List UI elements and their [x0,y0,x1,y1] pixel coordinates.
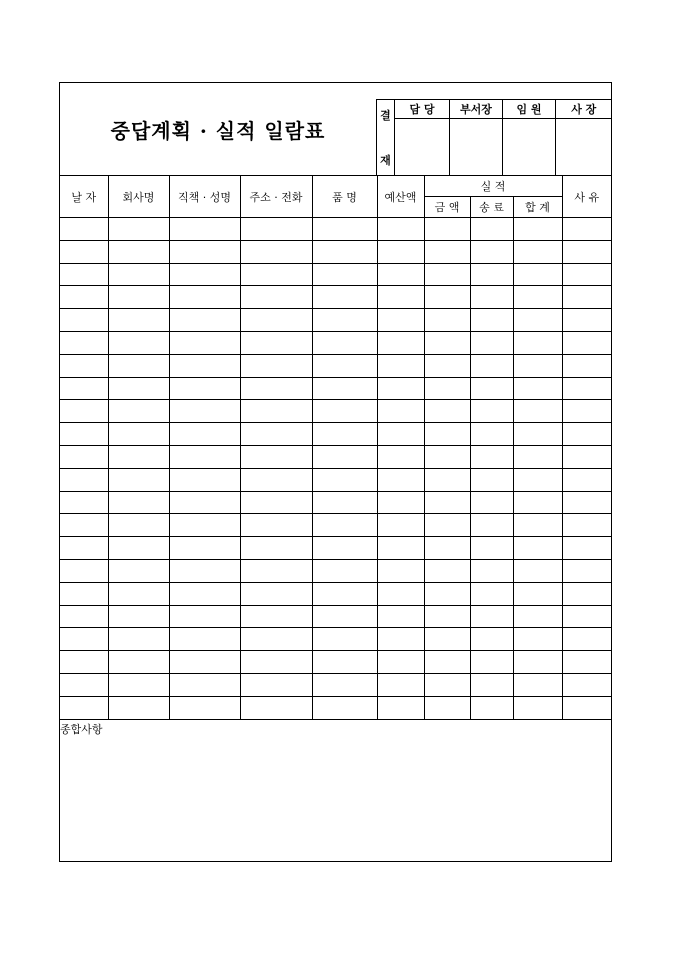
cell-budget[interactable] [377,377,424,400]
cell-position-name[interactable] [169,514,240,537]
cell-amount[interactable] [424,582,470,605]
cell-company[interactable] [108,218,169,241]
cell-budget[interactable] [377,514,424,537]
header-total: 합 계 [513,197,562,218]
header-address-phone: 주소 · 전화 [240,176,312,218]
cell-amount[interactable] [424,628,470,651]
cell-position-name[interactable] [169,673,240,696]
cell-company[interactable] [108,445,169,468]
cell-item[interactable] [312,309,377,332]
approval-role-president: 사 장 [556,100,612,119]
cell-position-name[interactable] [169,354,240,377]
cell-shipping[interactable] [470,559,513,582]
cell-shipping[interactable] [470,468,513,491]
cell-amount[interactable] [424,651,470,674]
approval-role-manager: 담 당 [395,100,450,119]
cell-total[interactable] [513,605,562,628]
cell-address-phone[interactable] [240,400,312,423]
cell-date[interactable] [60,309,108,332]
cell-date[interactable] [60,696,108,719]
cell-reason[interactable] [562,491,611,514]
cell-shipping[interactable] [470,491,513,514]
cell-budget[interactable] [377,240,424,263]
cell-item[interactable] [312,537,377,560]
table-row [60,628,611,651]
cell-position-name[interactable] [169,286,240,309]
table-row [60,240,611,263]
cell-shipping[interactable] [470,218,513,241]
cell-company[interactable] [108,354,169,377]
cell-total[interactable] [513,468,562,491]
cell-address-phone[interactable] [240,377,312,400]
cell-item[interactable] [312,423,377,446]
cell-reason[interactable] [562,263,611,286]
cell-address-phone[interactable] [240,491,312,514]
header-budget: 예산액 [377,176,424,218]
cell-date[interactable] [60,491,108,514]
cell-company[interactable] [108,514,169,537]
cell-date[interactable] [60,445,108,468]
cell-date[interactable] [60,240,108,263]
cell-item[interactable] [312,445,377,468]
cell-reason[interactable] [562,445,611,468]
table-row [60,537,611,560]
cell-company[interactable] [108,582,169,605]
cell-amount[interactable] [424,400,470,423]
cell-shipping[interactable] [470,582,513,605]
cell-position-name[interactable] [169,400,240,423]
table-row [60,651,611,674]
cell-amount[interactable] [424,605,470,628]
approval-sign-president[interactable] [556,119,612,176]
cell-amount[interactable] [424,537,470,560]
cell-address-phone[interactable] [240,514,312,537]
cell-amount[interactable] [424,423,470,446]
cell-shipping[interactable] [470,377,513,400]
cell-date[interactable] [60,263,108,286]
table-row [60,218,611,241]
cell-total[interactable] [513,537,562,560]
cell-shipping[interactable] [470,286,513,309]
cell-total[interactable] [513,491,562,514]
cell-reason[interactable] [562,377,611,400]
cell-company[interactable] [108,673,169,696]
cell-amount[interactable] [424,491,470,514]
cell-budget[interactable] [377,400,424,423]
cell-company[interactable] [108,537,169,560]
cell-amount[interactable] [424,445,470,468]
cell-position-name[interactable] [169,605,240,628]
cell-budget[interactable] [377,605,424,628]
cell-total[interactable] [513,673,562,696]
cell-company[interactable] [108,605,169,628]
table-row [60,605,611,628]
cell-amount[interactable] [424,514,470,537]
cell-item[interactable] [312,354,377,377]
cell-item[interactable] [312,331,377,354]
cell-total[interactable] [513,309,562,332]
cell-address-phone[interactable] [240,696,312,719]
cell-item[interactable] [312,218,377,241]
cell-company[interactable] [108,263,169,286]
header-result: 실 적 [424,176,562,197]
cell-address-phone[interactable] [240,651,312,674]
approval-sign-manager[interactable] [395,119,450,176]
cell-reason[interactable] [562,309,611,332]
approval-role-executive: 임 원 [503,100,556,119]
table-row [60,423,611,446]
table-row [60,377,611,400]
cell-amount[interactable] [424,309,470,332]
cell-total[interactable] [513,240,562,263]
cell-address-phone[interactable] [240,218,312,241]
cell-item[interactable] [312,514,377,537]
cell-budget[interactable] [377,628,424,651]
cell-shipping[interactable] [470,673,513,696]
cell-budget[interactable] [377,491,424,514]
cell-date[interactable] [60,286,108,309]
cell-position-name[interactable] [169,651,240,674]
results-table [60,175,611,720]
results-table-body [60,218,611,720]
cell-total[interactable] [513,582,562,605]
cell-address-phone[interactable] [240,354,312,377]
cell-date[interactable] [60,468,108,491]
cell-date[interactable] [60,559,108,582]
cell-budget[interactable] [377,559,424,582]
cell-company[interactable] [108,377,169,400]
cell-position-name[interactable] [169,218,240,241]
cell-company[interactable] [108,651,169,674]
cell-date[interactable] [60,331,108,354]
cell-shipping[interactable] [470,605,513,628]
cell-item[interactable] [312,400,377,423]
cell-shipping[interactable] [470,240,513,263]
approval-sign-executive[interactable] [503,119,556,176]
cell-company[interactable] [108,309,169,332]
table-row [60,559,611,582]
cell-item[interactable] [312,263,377,286]
cell-reason[interactable] [562,605,611,628]
cell-total[interactable] [513,423,562,446]
cell-item[interactable] [312,286,377,309]
cell-item[interactable] [312,559,377,582]
cell-date[interactable] [60,605,108,628]
cell-reason[interactable] [562,673,611,696]
cell-budget[interactable] [377,582,424,605]
cell-position-name[interactable] [169,263,240,286]
cell-company[interactable] [108,400,169,423]
cell-shipping[interactable] [470,651,513,674]
cell-shipping[interactable] [470,400,513,423]
cell-date[interactable] [60,628,108,651]
cell-address-phone[interactable] [240,423,312,446]
cell-reason[interactable] [562,537,611,560]
cell-reason[interactable] [562,423,611,446]
cell-reason[interactable] [562,286,611,309]
table-row [60,468,611,491]
table-row [60,354,611,377]
cell-total[interactable] [513,331,562,354]
cell-total[interactable] [513,651,562,674]
cell-total[interactable] [513,559,562,582]
approval-sign-dept-head[interactable] [450,119,503,176]
cell-item[interactable] [312,696,377,719]
cell-amount[interactable] [424,218,470,241]
cell-budget[interactable] [377,468,424,491]
cell-company[interactable] [108,491,169,514]
cell-address-phone[interactable] [240,286,312,309]
cell-budget[interactable] [377,445,424,468]
approval-label-bottom: 재 [380,153,391,167]
cell-shipping[interactable] [470,696,513,719]
cell-total[interactable] [513,400,562,423]
cell-amount[interactable] [424,673,470,696]
cell-total[interactable] [513,218,562,241]
table-row [60,263,611,286]
cell-company[interactable] [108,559,169,582]
header-item: 품 명 [312,176,377,218]
cell-amount[interactable] [424,377,470,400]
cell-date[interactable] [60,400,108,423]
cell-amount[interactable] [424,286,470,309]
cell-address-phone[interactable] [240,468,312,491]
cell-date[interactable] [60,651,108,674]
cell-total[interactable] [513,354,562,377]
cell-amount[interactable] [424,263,470,286]
table-row [60,696,611,719]
cell-budget[interactable] [377,263,424,286]
cell-position-name[interactable] [169,696,240,719]
header-reason: 사 유 [562,176,611,218]
cell-position-name[interactable] [169,537,240,560]
cell-amount[interactable] [424,696,470,719]
cell-date[interactable] [60,423,108,446]
cell-total[interactable] [513,514,562,537]
notes-label: 종합사항 [60,723,103,736]
cell-item[interactable] [312,673,377,696]
cell-date[interactable] [60,218,108,241]
cell-company[interactable] [108,286,169,309]
cell-shipping[interactable] [470,331,513,354]
form-header [60,83,611,175]
cell-date[interactable] [60,537,108,560]
cell-address-phone[interactable] [240,331,312,354]
cell-budget[interactable] [377,354,424,377]
cell-position-name[interactable] [169,423,240,446]
cell-company[interactable] [108,468,169,491]
cell-address-phone[interactable] [240,263,312,286]
cell-position-name[interactable] [169,491,240,514]
cell-item[interactable] [312,468,377,491]
cell-position-name[interactable] [169,331,240,354]
cell-address-phone[interactable] [240,673,312,696]
cell-date[interactable] [60,514,108,537]
cell-reason[interactable] [562,514,611,537]
cell-total[interactable] [513,628,562,651]
cell-address-phone[interactable] [240,240,312,263]
header-position-name: 직책 · 성명 [169,176,240,218]
cell-position-name[interactable] [169,445,240,468]
table-row [60,673,611,696]
cell-budget[interactable] [377,286,424,309]
cell-amount[interactable] [424,240,470,263]
table-row [60,445,611,468]
cell-address-phone[interactable] [240,537,312,560]
cell-position-name[interactable] [169,468,240,491]
cell-budget[interactable] [377,309,424,332]
cell-address-phone[interactable] [240,628,312,651]
cell-total[interactable] [513,286,562,309]
cell-amount[interactable] [424,354,470,377]
cell-reason[interactable] [562,696,611,719]
cell-reason[interactable] [562,331,611,354]
cell-amount[interactable] [424,468,470,491]
cell-amount[interactable] [424,331,470,354]
cell-total[interactable] [513,696,562,719]
cell-company[interactable] [108,331,169,354]
table-row [60,286,611,309]
cell-item[interactable] [312,582,377,605]
cell-position-name[interactable] [169,559,240,582]
cell-total[interactable] [513,445,562,468]
cell-budget[interactable] [377,696,424,719]
cell-reason[interactable] [562,628,611,651]
cell-item[interactable] [312,651,377,674]
cell-reason[interactable] [562,400,611,423]
cell-budget[interactable] [377,218,424,241]
cell-company[interactable] [108,696,169,719]
cell-shipping[interactable] [470,628,513,651]
cell-address-phone[interactable] [240,445,312,468]
cell-date[interactable] [60,354,108,377]
approval-box [376,99,612,176]
cell-address-phone[interactable] [240,582,312,605]
cell-amount[interactable] [424,559,470,582]
plan-results-form [59,82,612,862]
cell-date[interactable] [60,582,108,605]
approval-label-top: 결 [380,108,391,122]
table-row [60,309,611,332]
cell-shipping[interactable] [470,309,513,332]
cell-item[interactable] [312,240,377,263]
form-title: 중답계획 · 실적 일람표 [110,118,326,143]
cell-shipping[interactable] [470,537,513,560]
table-row [60,331,611,354]
cell-item[interactable] [312,377,377,400]
cell-date[interactable] [60,377,108,400]
cell-budget[interactable] [377,651,424,674]
cell-date[interactable] [60,673,108,696]
header-amount: 금 액 [424,197,470,218]
approval-role-dept-head: 부서장 [450,100,503,119]
header-company: 회사명 [108,176,169,218]
cell-address-phone[interactable] [240,309,312,332]
table-row [60,582,611,605]
cell-reason[interactable] [562,240,611,263]
cell-total[interactable] [513,263,562,286]
cell-company[interactable] [108,240,169,263]
cell-company[interactable] [108,628,169,651]
table-row [60,400,611,423]
cell-reason[interactable] [562,651,611,674]
cell-item[interactable] [312,605,377,628]
cell-position-name[interactable] [169,582,240,605]
cell-reason[interactable] [562,468,611,491]
cell-total[interactable] [513,377,562,400]
cell-company[interactable] [108,423,169,446]
cell-item[interactable] [312,628,377,651]
cell-reason[interactable] [562,559,611,582]
cell-address-phone[interactable] [240,605,312,628]
cell-budget[interactable] [377,423,424,446]
cell-shipping[interactable] [470,263,513,286]
cell-address-phone[interactable] [240,559,312,582]
approval-label [377,100,395,176]
cell-position-name[interactable] [169,377,240,400]
cell-position-name[interactable] [169,240,240,263]
cell-shipping[interactable] [470,445,513,468]
notes-section[interactable] [60,717,611,861]
table-row [60,491,611,514]
cell-shipping[interactable] [470,423,513,446]
cell-item[interactable] [312,491,377,514]
cell-reason[interactable] [562,218,611,241]
cell-budget[interactable] [377,331,424,354]
header-shipping: 송 료 [470,197,513,218]
cell-position-name[interactable] [169,628,240,651]
cell-shipping[interactable] [470,514,513,537]
cell-budget[interactable] [377,537,424,560]
cell-budget[interactable] [377,673,424,696]
table-row [60,514,611,537]
cell-shipping[interactable] [470,354,513,377]
cell-reason[interactable] [562,582,611,605]
cell-reason[interactable] [562,354,611,377]
cell-position-name[interactable] [169,309,240,332]
header-date: 날 자 [60,176,108,218]
